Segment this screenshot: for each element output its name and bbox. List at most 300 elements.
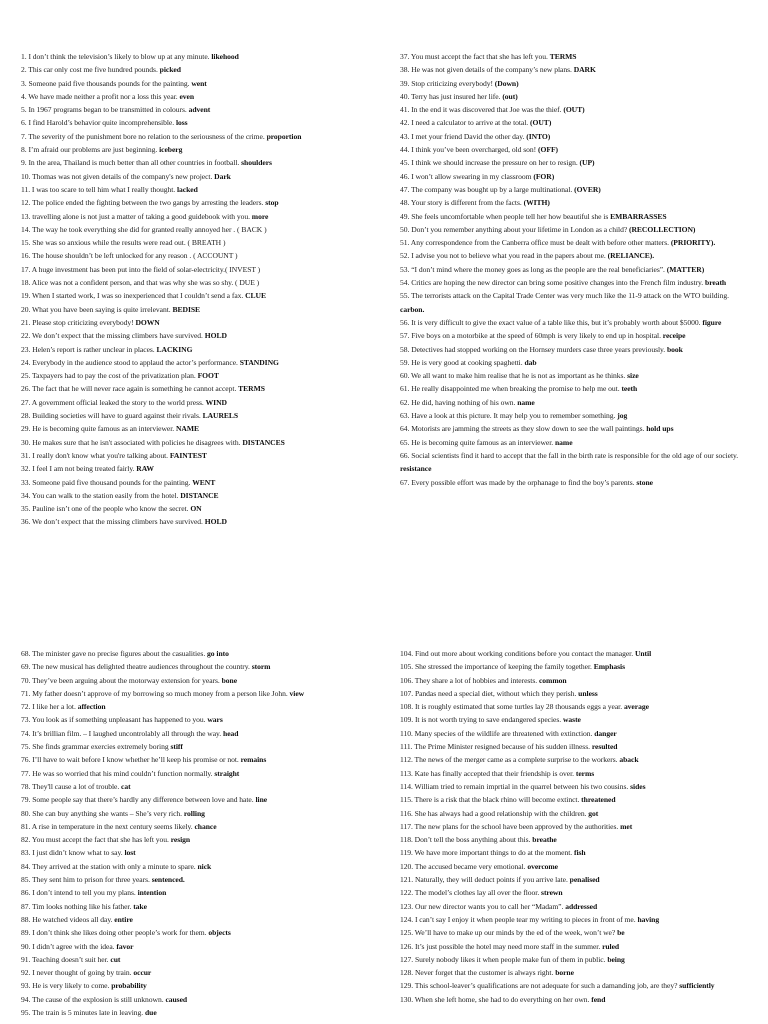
question-text: 105. She stressed the importance of keeping the family together. [400,662,592,672]
answer-keyword: fend [591,994,606,1004]
question-item [400,900,752,913]
question-text: 109. It is not worth trying to save endangered species. [400,715,562,725]
question-item [400,913,752,926]
answer-keyword: favor [116,941,134,951]
question-text: 70. They’ve been arguing about the motorway extension for years. [21,675,220,685]
answer-keyword: penalised [569,875,600,885]
answer-keyword: due [145,1008,157,1018]
question-text: 115. There is a risk that the black rhino will become extinct. [400,795,580,805]
question-item [400,476,752,489]
question-item [21,727,365,740]
question-item [400,793,752,806]
question-item [400,50,752,63]
question-item [21,356,365,369]
answer-keyword: resign [170,835,191,845]
question-text: 29. He is becoming quite famous as an interviewer. [21,424,175,434]
answer-keyword: RAW [136,464,154,474]
question-text: 19. When I started work, I was so inexperienced that I couldn’t send a fax. [21,291,244,301]
answer-keyword: book [667,344,683,354]
question-text: 23. Helen’s report is rather unclear in places. [21,344,155,354]
question-text: 58. Detectives had stopped working on the Hornsey murders case three years previously. [400,344,666,354]
answer-keyword: hold ups [646,424,674,434]
question-text: 118. Don’t tell the boss anything about this. [400,835,531,845]
question-item [400,767,752,780]
answer-keyword: storm [251,662,271,672]
question-text: 82. You must accept the fact that she has left you. [21,835,169,845]
question-item [21,316,365,329]
question-item [21,210,365,223]
answer-keyword: FAINTEST [169,450,207,460]
question-item [21,793,365,806]
answer-keyword: NAME [176,424,200,434]
answer-keyword: straight [214,768,240,778]
question-item [21,476,365,489]
answer-keyword: stop [265,198,279,208]
question-item [21,116,365,129]
question-item [21,329,365,342]
question-item [400,343,752,356]
question-text: 56. It is very difficult to give the exact value of a table like this, but it’s probably worth about $5000. [400,317,701,327]
question-text: 57. Five boys on a motorbike at the speed of 60mph is very likely to end up in hospital. [400,331,661,341]
question-item [400,276,752,289]
question-item [21,276,365,289]
answer-keyword: (OUT) [563,105,585,115]
answer-keyword: stone [636,477,653,487]
question-item [400,820,752,833]
question-text: 81. A rise in temperature in the next century seems likely. [21,821,193,831]
answer-keyword: figure [702,317,722,327]
answer-keyword: dab [524,357,537,367]
answer-keyword: loss [175,118,188,128]
question-item [21,860,365,873]
question-item [21,913,365,926]
question-item [400,740,752,753]
question-text: 65. He is becoming quite famous as an interviewer. [400,437,554,447]
question-item [400,979,752,992]
question-item [400,409,752,422]
answer-keyword: rolling [183,808,205,818]
answer-keyword: overcome [527,861,559,871]
answer-keyword: Emphasis [593,662,625,672]
question-text: 107. Pandas need a special diet, without which they perish. [400,688,577,698]
question-text: 64. Motorists are jamming the streets as they slow down to see the wall paintings. [400,424,645,434]
answer-keyword: unless [578,688,598,698]
question-item [21,979,365,992]
answer-keyword: go into [207,649,229,658]
question-item [21,833,365,846]
question-item [400,263,752,276]
question-item [21,156,365,169]
question-text: 84. They arrived at the station with only a minute to spare. [21,861,196,871]
question-text: 126. It’s just possible the hotel may need more staff in the summer. [400,941,601,951]
answer-keyword: WIND [205,397,227,407]
question-text: 130. When she left home, she had to do everything on her own. [400,994,590,1004]
question-text: 28. Building societies will have to guard against their rivals. [21,411,201,421]
question-item [21,289,365,302]
answer-keyword: name [517,397,535,407]
question-item [400,143,752,156]
question-item [400,396,752,409]
answer-keyword: TERMS [549,52,577,61]
question-item [21,303,365,316]
question-item [400,77,752,90]
question-text: 50. Don’t you remember anything about your lifetime in London as a child? [400,224,628,234]
answer-keyword: ruled [602,941,620,951]
question-item [400,660,752,673]
question-item [21,660,365,673]
question-text: 21. Please stop criticizing everybody! [21,317,134,327]
question-text: 4. We have made neither a profit nor a loss this year. [21,91,178,101]
question-text: 16. The house shouldn’t be left unlocked for any reason . ( ACCOUNT ) [21,251,238,261]
column-bottom-left [21,647,365,1019]
answer-keyword: (MATTER) [666,264,705,274]
question-item [21,502,365,515]
answer-keyword: (RECOLLECTION) [629,224,696,234]
question-item [21,422,365,435]
question-text: 94. The cause of the explosion is still unknown. [21,994,164,1004]
answer-keyword: bone [221,675,238,685]
answer-keyword: aback [619,755,639,765]
question-text: 119. We have more important things to do at the moment. [400,848,573,858]
question-text: 92. I never thought of going by train. [21,968,132,978]
question-text: 47. The company was bought up by a large multinational. [400,184,573,194]
question-text: 110. Many species of the wildlife are threatened with extinction. [400,728,593,738]
question-item [400,873,752,886]
answer-keyword: occur [133,968,152,978]
question-item [400,926,752,939]
answer-keyword: wars [207,715,223,725]
answer-keyword: being [607,954,625,964]
question-item [21,369,365,382]
question-text: 20. What you have been saying is quite irrelevant. [21,304,171,314]
question-text: 37. You must accept the fact that she has left you. [400,52,548,61]
column-bottom-right [400,647,752,1006]
question-item [400,103,752,116]
question-item [21,489,365,502]
answer-keyword: having [637,914,660,924]
question-item [400,90,752,103]
question-text: 61. He really disappointed me when breaking the promise to help me out. [400,384,620,394]
question-text: 63. Have a look at this picture. It may help you to remember something. [400,411,616,421]
question-text: 43. I met your friend David the other day. [400,131,525,141]
question-item [400,170,752,183]
question-text: 83. I just didn’t know what to say. [21,848,123,858]
question-item [400,382,752,395]
column-top-left [21,50,365,529]
answer-keyword: cat [121,781,131,791]
answer-keyword: (RELIANCE). [607,251,655,261]
question-item [21,263,365,276]
answer-keyword: TERMS [238,384,265,394]
question-item [21,873,365,886]
question-item [400,356,752,369]
question-text: 35. Pauline isn’t one of the people who know the secret. [21,504,189,514]
question-item [21,966,365,979]
answer-keyword: HOLD [204,331,227,341]
answer-keyword: LACKING [156,344,193,354]
answer-keyword: LAURELS [202,411,239,421]
answer-keyword: shoulders [241,158,272,168]
question-item [400,329,752,342]
answer-keyword: stiff [170,742,183,752]
question-item [21,993,365,1006]
question-text: 73. You look as if something unpleasant has happened to you. [21,715,206,725]
answer-keyword: Until [634,649,652,658]
question-text: 32. I feel I am not being treated fairly. [21,464,135,474]
question-text: 87. Tim looks nothing like his father. [21,901,132,911]
answer-keyword: picked [159,65,181,75]
answer-keyword: fish [573,848,586,858]
question-text: 44. I think you’ve been overcharged, old son! [400,145,537,155]
question-text: 114. William tried to remain imprtial in the quarrel between his two cousins. [400,781,629,791]
question-text: 1. I don’t think the television’s likely to blow up at any minute. [21,52,210,61]
question-text: 88. He watched videos all day. [21,914,113,924]
answer-keyword: carbon. [400,304,425,314]
answer-keyword: proportion [266,131,302,141]
question-item [21,63,365,76]
question-text: 124. I can’t say I enjoy it when people tear my writing to pieces in front of me. [400,914,636,924]
answer-keyword: EMBARRASSES [610,211,667,221]
answer-keyword: line [255,795,268,805]
answer-keyword: resulted [591,742,618,752]
answer-keyword: cut [110,954,121,964]
question-item [21,820,365,833]
question-text: 68. The minister gave no precise figures about the casualities. [21,649,206,658]
question-text: 38. He was not given details of the company’s new plans. [400,65,572,75]
answer-keyword: FOOT [197,371,219,381]
question-item [400,687,752,700]
answer-keyword: more [251,211,269,221]
question-text: 76. I’ll have to wait before I know whether he’ll keep his promise or not. [21,755,239,765]
answer-keyword: (out) [502,91,518,101]
question-item [21,700,365,713]
question-item [400,210,752,223]
question-item [21,183,365,196]
question-text: 31. I really don't know what you're talking about. [21,450,169,460]
question-text: 12. The police ended the fighting between the two gangs by arresting the leaders. [21,198,264,208]
question-text: 17. A huge investment has been put into the field of solar-electricity.( INVEST ) [21,264,261,274]
column-top-right [400,50,752,489]
question-item [21,382,365,395]
answer-keyword: name [555,437,573,447]
question-text: 9. In the area, Thailand is much better than all other countries in football. [21,158,240,168]
question-text: 14. The way he took everything she did for granted really annoyed her . ( BACK ) [21,224,267,234]
question-text: 95. The train is 5 minutes late in leaving. [21,1008,144,1018]
question-item [400,236,752,249]
question-text: 121. Naturally, they will deduct points if you arrive late. [400,875,568,885]
question-item [21,462,365,475]
question-text: 51. Any correspondence from the Canberra office must be dealt with before other matters. [400,238,669,248]
question-text: 72. I like her a lot. [21,702,76,712]
answer-keyword: common [538,675,567,685]
question-text: 79. Some people say that there’s hardly any difference between love and hate. [21,795,254,805]
question-text: 122. The model’s clothes lay all over the floor. [400,888,540,898]
answer-keyword: strewn [541,888,563,898]
question-text: 45. I think we should increase the pressure on her to resign. [400,158,578,168]
question-item [400,449,752,476]
answer-keyword: (FOR) [533,171,555,181]
answer-keyword: sentenced. [151,875,185,885]
answer-keyword: DISTANCE [180,490,219,500]
question-item [400,223,752,236]
answer-keyword: (PRIORITY). [670,238,716,248]
answer-keyword: breath [705,278,727,288]
answer-keyword: got [588,808,599,818]
question-text: 104. Find out more about working conditions before you contact the manager. [400,649,634,658]
question-text: 125. We’ll have to make up our minds by the ed of the week, won’t we? [400,928,616,938]
answer-keyword: be [617,928,625,938]
answer-keyword: waste [562,715,581,725]
question-text: 93. He is very likely to come. [21,981,110,991]
answer-keyword: borne [555,968,574,978]
question-item [21,130,365,143]
question-item [400,130,752,143]
question-item [21,900,365,913]
answer-keyword: CLUE [245,291,267,301]
question-text: 8. I’m afraid our problems are just beginning. [21,145,158,155]
question-item [400,753,752,766]
question-text: 55. The terrorists attack on the Capital Trade Center was very much like the 11-9 attack on the WTO building. [400,291,729,301]
answer-keyword: (OFF) [538,145,559,155]
answer-keyword: likehood [211,52,239,61]
question-text: 59. He is very good at cooking spaghetti. [400,357,523,367]
question-text: 60. We all want to make him realise that he is not as important as he thinks. [400,371,626,381]
question-item [400,713,752,726]
question-item [21,740,365,753]
answer-keyword: head [223,728,239,738]
question-item [21,343,365,356]
question-text: 113. Kate has finally accepted that their friendship is over. [400,768,575,778]
answer-keyword: HOLD [204,517,227,527]
question-item [400,833,752,846]
answer-keyword: intention [137,888,167,898]
question-text: 15. She was so anxious while the results were read out. ( BREATH ) [21,238,226,248]
question-text: 10. Thomas was not given details of the company's new project. [21,171,213,181]
question-text: 67. Every possible effort was made by the orphanage to find the boy’s parents. [400,477,635,487]
question-item [21,90,365,103]
question-text: 2. This car only cost me five hundred pounds. [21,65,158,75]
answer-keyword: (WITH) [523,198,550,208]
question-text: 24. Everybody in the audience stood to applaud the actor’s performance. [21,357,238,367]
question-text: 52. I advise you not to believe what you read in the papers about me. [400,251,606,261]
question-text: 111. The Prime Minister resigned because of his sudden illness. [400,742,590,752]
answer-keyword: view [289,688,305,698]
answer-keyword: remains [240,755,267,765]
answer-keyword: threatened [581,795,616,805]
question-text: 27. A government official leaked the story to the world press. [21,397,204,407]
answer-keyword: caused [165,994,188,1004]
question-item [400,846,752,859]
question-text: 11. I was too scare to tell him what I really thought. [21,184,176,194]
question-text: 39. Stop criticizing everybody! [400,78,493,88]
answer-keyword: breathe [532,835,557,845]
question-item [400,116,752,129]
answer-keyword: DARK [573,65,596,75]
answer-keyword: chance [194,821,217,831]
answer-keyword: (OVER) [574,184,601,194]
answer-keyword: Dark [214,171,231,181]
question-item [21,926,365,939]
question-item [400,940,752,953]
question-text: 26. The fact that he will never race again is something he cannot accept. [21,384,237,394]
question-item [400,886,752,899]
answer-keyword: (Down) [494,78,519,88]
answer-keyword: ON [190,504,202,514]
question-text: 75. She finds grammar exercies extremely boring [21,742,169,752]
question-text: 7. The severity of the punishment bore no relation to the seriousness of the crime. [21,131,265,141]
question-text: 89. I don’t think she likes doing other people’s work for them. [21,928,207,938]
answer-keyword: receipe [662,331,686,341]
answer-keyword: BEDISE [172,304,201,314]
question-item [21,77,365,90]
answer-keyword: lost [124,848,136,858]
question-text: 42. I need a calculator to arrive at the total. [400,118,529,128]
answer-keyword: take [133,901,147,911]
question-item [21,953,365,966]
question-item [400,249,752,262]
question-item [21,674,365,687]
question-item [400,674,752,687]
answer-keyword: STANDING [239,357,279,367]
question-text: 120. The accused became very emotional. [400,861,526,871]
question-item [21,103,365,116]
question-item [400,700,752,713]
question-text: 80. She can buy anything she wants – She’s very rich. [21,808,183,818]
question-text: 77. He was so worried that his mind couldn’t function normally. [21,768,213,778]
question-text: 116. She has always had a good relationship with the children. [400,808,587,818]
question-item [21,687,365,700]
question-item [21,886,365,899]
question-text: 85. They sent him to prison for three years. [21,875,150,885]
question-item [400,196,752,209]
answer-keyword: size [627,371,639,381]
question-item [400,727,752,740]
question-item [21,223,365,236]
question-text: 66. Social scientists find it hard to accept that the fall in the birth rate is responsible for the old age of our society. [400,450,739,460]
question-text: 117. The new plans for the school have been approved by the authorities. [400,821,619,831]
question-item [21,396,365,409]
question-item [400,436,752,449]
answer-keyword: (UP) [579,158,595,168]
question-text: 91. Teaching doesn’t suit her. [21,954,109,964]
question-item [21,713,365,726]
answer-keyword: met [620,821,633,831]
answer-keyword: affection [77,702,106,712]
answer-keyword: (INTO) [526,131,551,141]
question-text: 62. He did, having nothing of his own. [400,397,516,407]
question-text: 6. I find Harold’s behavior quite incomprehensible. [21,118,175,128]
question-text: 25. Taxpayers had to pay the cost of the privatization plan. [21,371,196,381]
answer-keyword: danger [594,728,617,738]
question-text: 33. Someone paid five thousand pounds for the painting. [21,477,191,487]
answer-keyword: even [179,91,195,101]
question-item [400,289,752,316]
answer-keyword: advent [188,105,211,115]
question-text: 106. They share a lot of hobbies and interests. [400,675,538,685]
answer-keyword: DOWN [135,317,160,327]
question-item [400,860,752,873]
question-text: 108. It is roughly estimated that some turtles lay 28 thousands eggs a year. [400,702,623,712]
question-item [21,767,365,780]
question-item [21,409,365,422]
question-text: 3. Someone paid five thousands pounds for the painting. [21,78,190,88]
question-text: 127. Surely nobody likes it when people make fun of them in public. [400,954,606,964]
question-item [21,780,365,793]
question-text: 34. You can walk to the station easily from the hotel. [21,490,179,500]
question-text: 48. Your story is different from the facts. [400,198,522,208]
question-item [400,807,752,820]
question-text: 123. Our new director wants you to call her “Madam”. [400,901,564,911]
